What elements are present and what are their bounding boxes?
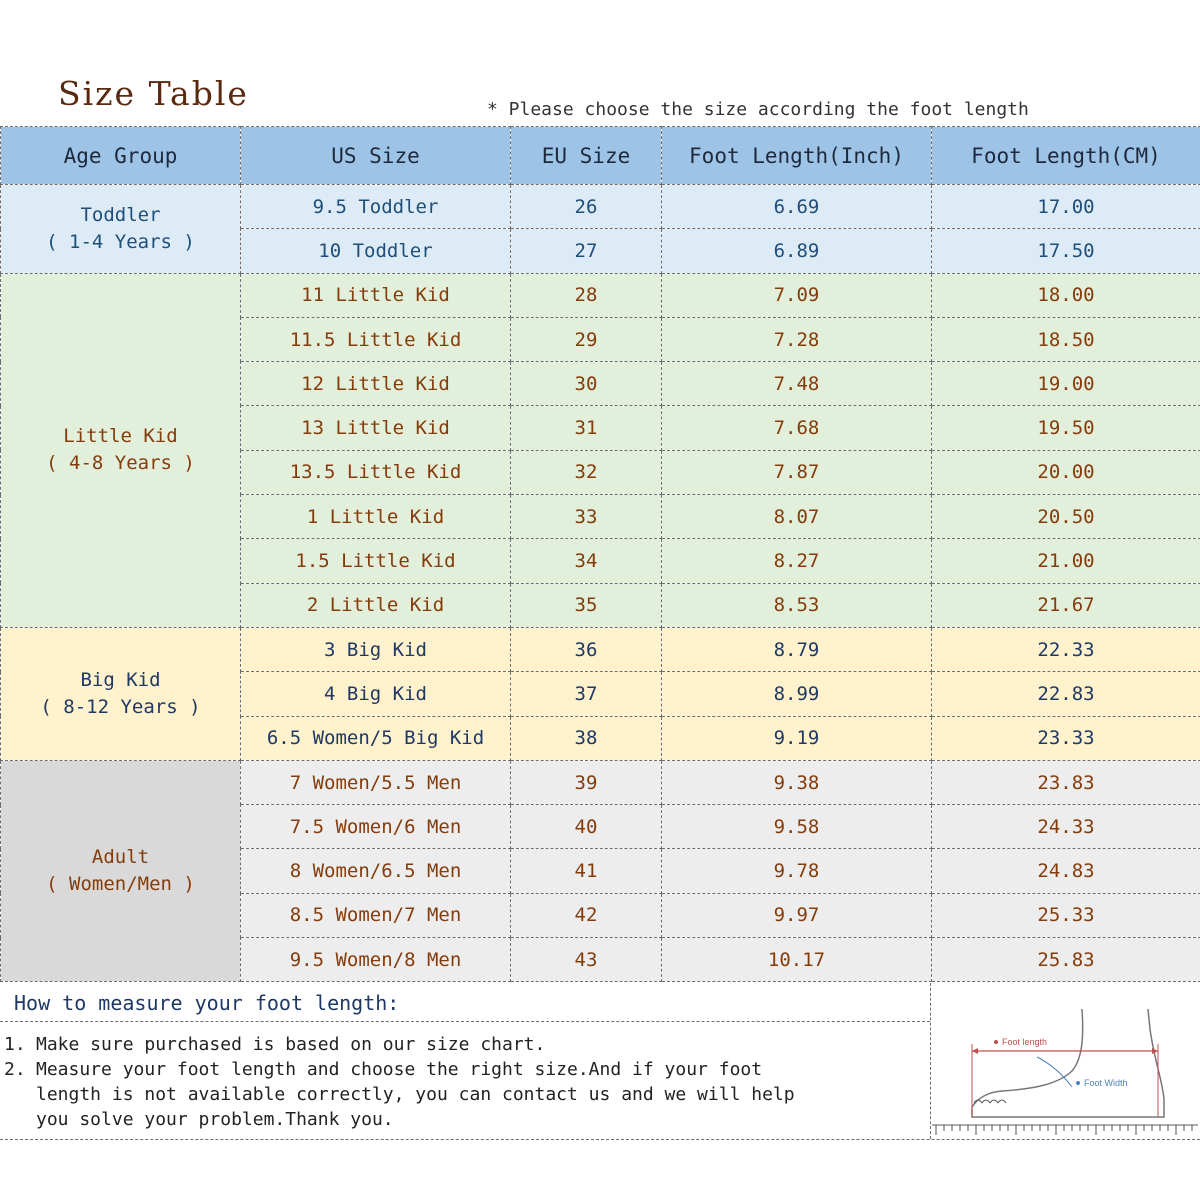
measure-item-text: Make sure purchased is based on our size chart. (36, 1034, 546, 1055)
eu-size-cell: 34 (511, 539, 662, 583)
foot-length-inch-cell: 8.27 (662, 539, 932, 583)
header-eu-size: EU Size (511, 127, 662, 185)
age-group-cell (1, 273, 241, 627)
age-group-label: Big Kid (80, 668, 161, 691)
eu-size-cell: 29 (511, 317, 662, 361)
eu-size-cell: 40 (511, 805, 662, 849)
foot-length-cm-cell: 22.83 (932, 672, 1200, 716)
foot-length-inch-cell: 7.28 (662, 317, 932, 361)
header-us-size: US Size (241, 127, 511, 185)
header-foot-length-cm: Foot Length(CM) (932, 127, 1200, 185)
header-age-group: Age Group (1, 127, 241, 185)
foot-length-cm-cell: 18.50 (932, 317, 1200, 361)
eu-size-cell: 30 (511, 362, 662, 406)
foot-length-inch-cell: 6.69 (662, 185, 932, 229)
foot-length-inch-cell: 7.68 (662, 406, 932, 450)
foot-length-cm-cell: 20.50 (932, 495, 1200, 539)
age-group-label: Toddler (80, 203, 161, 226)
eu-size-cell: 41 (511, 849, 662, 893)
eu-size-cell: 28 (511, 273, 662, 317)
foot-length-label: Foot length (1002, 1037, 1048, 1047)
measure-instructions (0, 983, 931, 1139)
age-group-cell (1, 760, 241, 981)
foot-length-cm-cell: 25.33 (932, 893, 1200, 937)
us-size-cell: 2 Little Kid (241, 583, 511, 627)
eu-size-cell: 36 (511, 627, 662, 671)
measure-list (0, 1022, 930, 1132)
us-size-cell: 3 Big Kid (241, 627, 511, 671)
foot-length-inch-cell: 8.99 (662, 672, 932, 716)
foot-length-inch-cell: 7.48 (662, 362, 932, 406)
age-group-cell (1, 627, 241, 760)
table-header-row (1, 127, 1200, 185)
age-group-range: ( Women/Men ) (46, 873, 195, 896)
us-size-cell: 11.5 Little Kid (241, 317, 511, 361)
eu-size-cell: 42 (511, 893, 662, 937)
us-size-cell: 12 Little Kid (241, 362, 511, 406)
foot-length-cm-cell: 19.00 (932, 362, 1200, 406)
foot-length-cm-cell: 20.00 (932, 450, 1200, 494)
foot-length-cm-cell: 23.83 (932, 760, 1200, 804)
foot-length-inch-cell: 7.87 (662, 450, 932, 494)
age-group-label: Little Kid (63, 425, 178, 448)
foot-length-inch-cell: 9.97 (662, 893, 932, 937)
age-group-cell (1, 185, 241, 274)
foot-length-cm-cell: 17.00 (932, 185, 1200, 229)
foot-length-inch-cell: 9.38 (662, 760, 932, 804)
foot-length-inch-cell: 9.19 (662, 716, 932, 760)
size-table (0, 126, 1200, 982)
us-size-cell: 11 Little Kid (241, 273, 511, 317)
eu-size-cell: 31 (511, 406, 662, 450)
foot-length-cm-cell: 24.83 (932, 849, 1200, 893)
us-size-cell: 9.5 Women/8 Men (241, 938, 511, 982)
foot-length-cm-cell: 22.33 (932, 627, 1200, 671)
eu-size-cell: 33 (511, 495, 662, 539)
foot-length-inch-cell: 9.78 (662, 849, 932, 893)
table-row (1, 760, 1200, 804)
eu-size-cell: 35 (511, 583, 662, 627)
us-size-cell: 1 Little Kid (241, 495, 511, 539)
measure-item (4, 1032, 930, 1057)
foot-length-inch-cell: 10.17 (662, 938, 932, 982)
us-size-cell: 7 Women/5.5 Men (241, 760, 511, 804)
us-size-cell: 10 Toddler (241, 229, 511, 273)
eu-size-cell: 38 (511, 716, 662, 760)
us-size-cell: 4 Big Kid (241, 672, 511, 716)
eu-size-cell: 27 (511, 229, 662, 273)
eu-size-cell: 26 (511, 185, 662, 229)
foot-length-inch-cell: 8.79 (662, 627, 932, 671)
foot-length-cm-cell: 19.50 (932, 406, 1200, 450)
foot-measure-diagram (932, 989, 1198, 1137)
eu-size-cell: 37 (511, 672, 662, 716)
us-size-cell: 9.5 Toddler (241, 185, 511, 229)
eu-size-cell: 43 (511, 938, 662, 982)
us-size-cell: 8 Women/6.5 Men (241, 849, 511, 893)
foot-length-cm-cell: 17.50 (932, 229, 1200, 273)
us-size-cell: 8.5 Women/7 Men (241, 893, 511, 937)
measure-item-number: 2. (4, 1059, 26, 1080)
age-group-range: ( 4-8 Years ) (46, 452, 195, 475)
page-title: Size Table (58, 74, 249, 113)
foot-length-inch-cell: 6.89 (662, 229, 932, 273)
table-row (1, 273, 1200, 317)
foot-length-cm-cell: 18.00 (932, 273, 1200, 317)
foot-length-cm-cell: 23.33 (932, 716, 1200, 760)
eu-size-cell: 39 (511, 760, 662, 804)
us-size-cell: 6.5 Women/5 Big Kid (241, 716, 511, 760)
foot-length-inch-cell: 8.53 (662, 583, 932, 627)
age-group-range: ( 8-12 Years ) (40, 695, 201, 718)
foot-length-cm-cell: 21.00 (932, 539, 1200, 583)
age-group-range: ( 1-4 Years ) (46, 230, 195, 253)
us-size-cell: 1.5 Little Kid (241, 539, 511, 583)
age-group-label: Adult (91, 846, 150, 869)
foot-length-cm-cell: 21.67 (932, 583, 1200, 627)
measure-section (0, 983, 1200, 1140)
us-size-cell: 7.5 Women/6 Men (241, 805, 511, 849)
size-table-body (1, 185, 1200, 982)
us-size-cell: 13.5 Little Kid (241, 450, 511, 494)
foot-length-inch-cell: 8.07 (662, 495, 932, 539)
measure-item-text: Measure your foot length and choose the right size.And if your foot length is not available correctly, you can contact us and we will help you solve your problem.Thank you. (36, 1059, 795, 1130)
foot-length-cm-cell: 24.33 (932, 805, 1200, 849)
foot-length-inch-cell: 7.09 (662, 273, 932, 317)
measure-item-number: 1. (4, 1034, 26, 1055)
table-row (1, 627, 1200, 671)
foot-length-cm-cell: 25.83 (932, 938, 1200, 982)
measure-item (4, 1057, 930, 1132)
us-size-cell: 13 Little Kid (241, 406, 511, 450)
measure-heading: How to measure your foot length: (0, 983, 930, 1022)
table-row (1, 185, 1200, 229)
size-note: * Please choose the size according the foot length (487, 99, 1029, 120)
foot-length-inch-cell: 9.58 (662, 805, 932, 849)
header-foot-length-inch: Foot Length(Inch) (662, 127, 932, 185)
eu-size-cell: 32 (511, 450, 662, 494)
foot-width-label: Foot Width (1084, 1078, 1128, 1088)
